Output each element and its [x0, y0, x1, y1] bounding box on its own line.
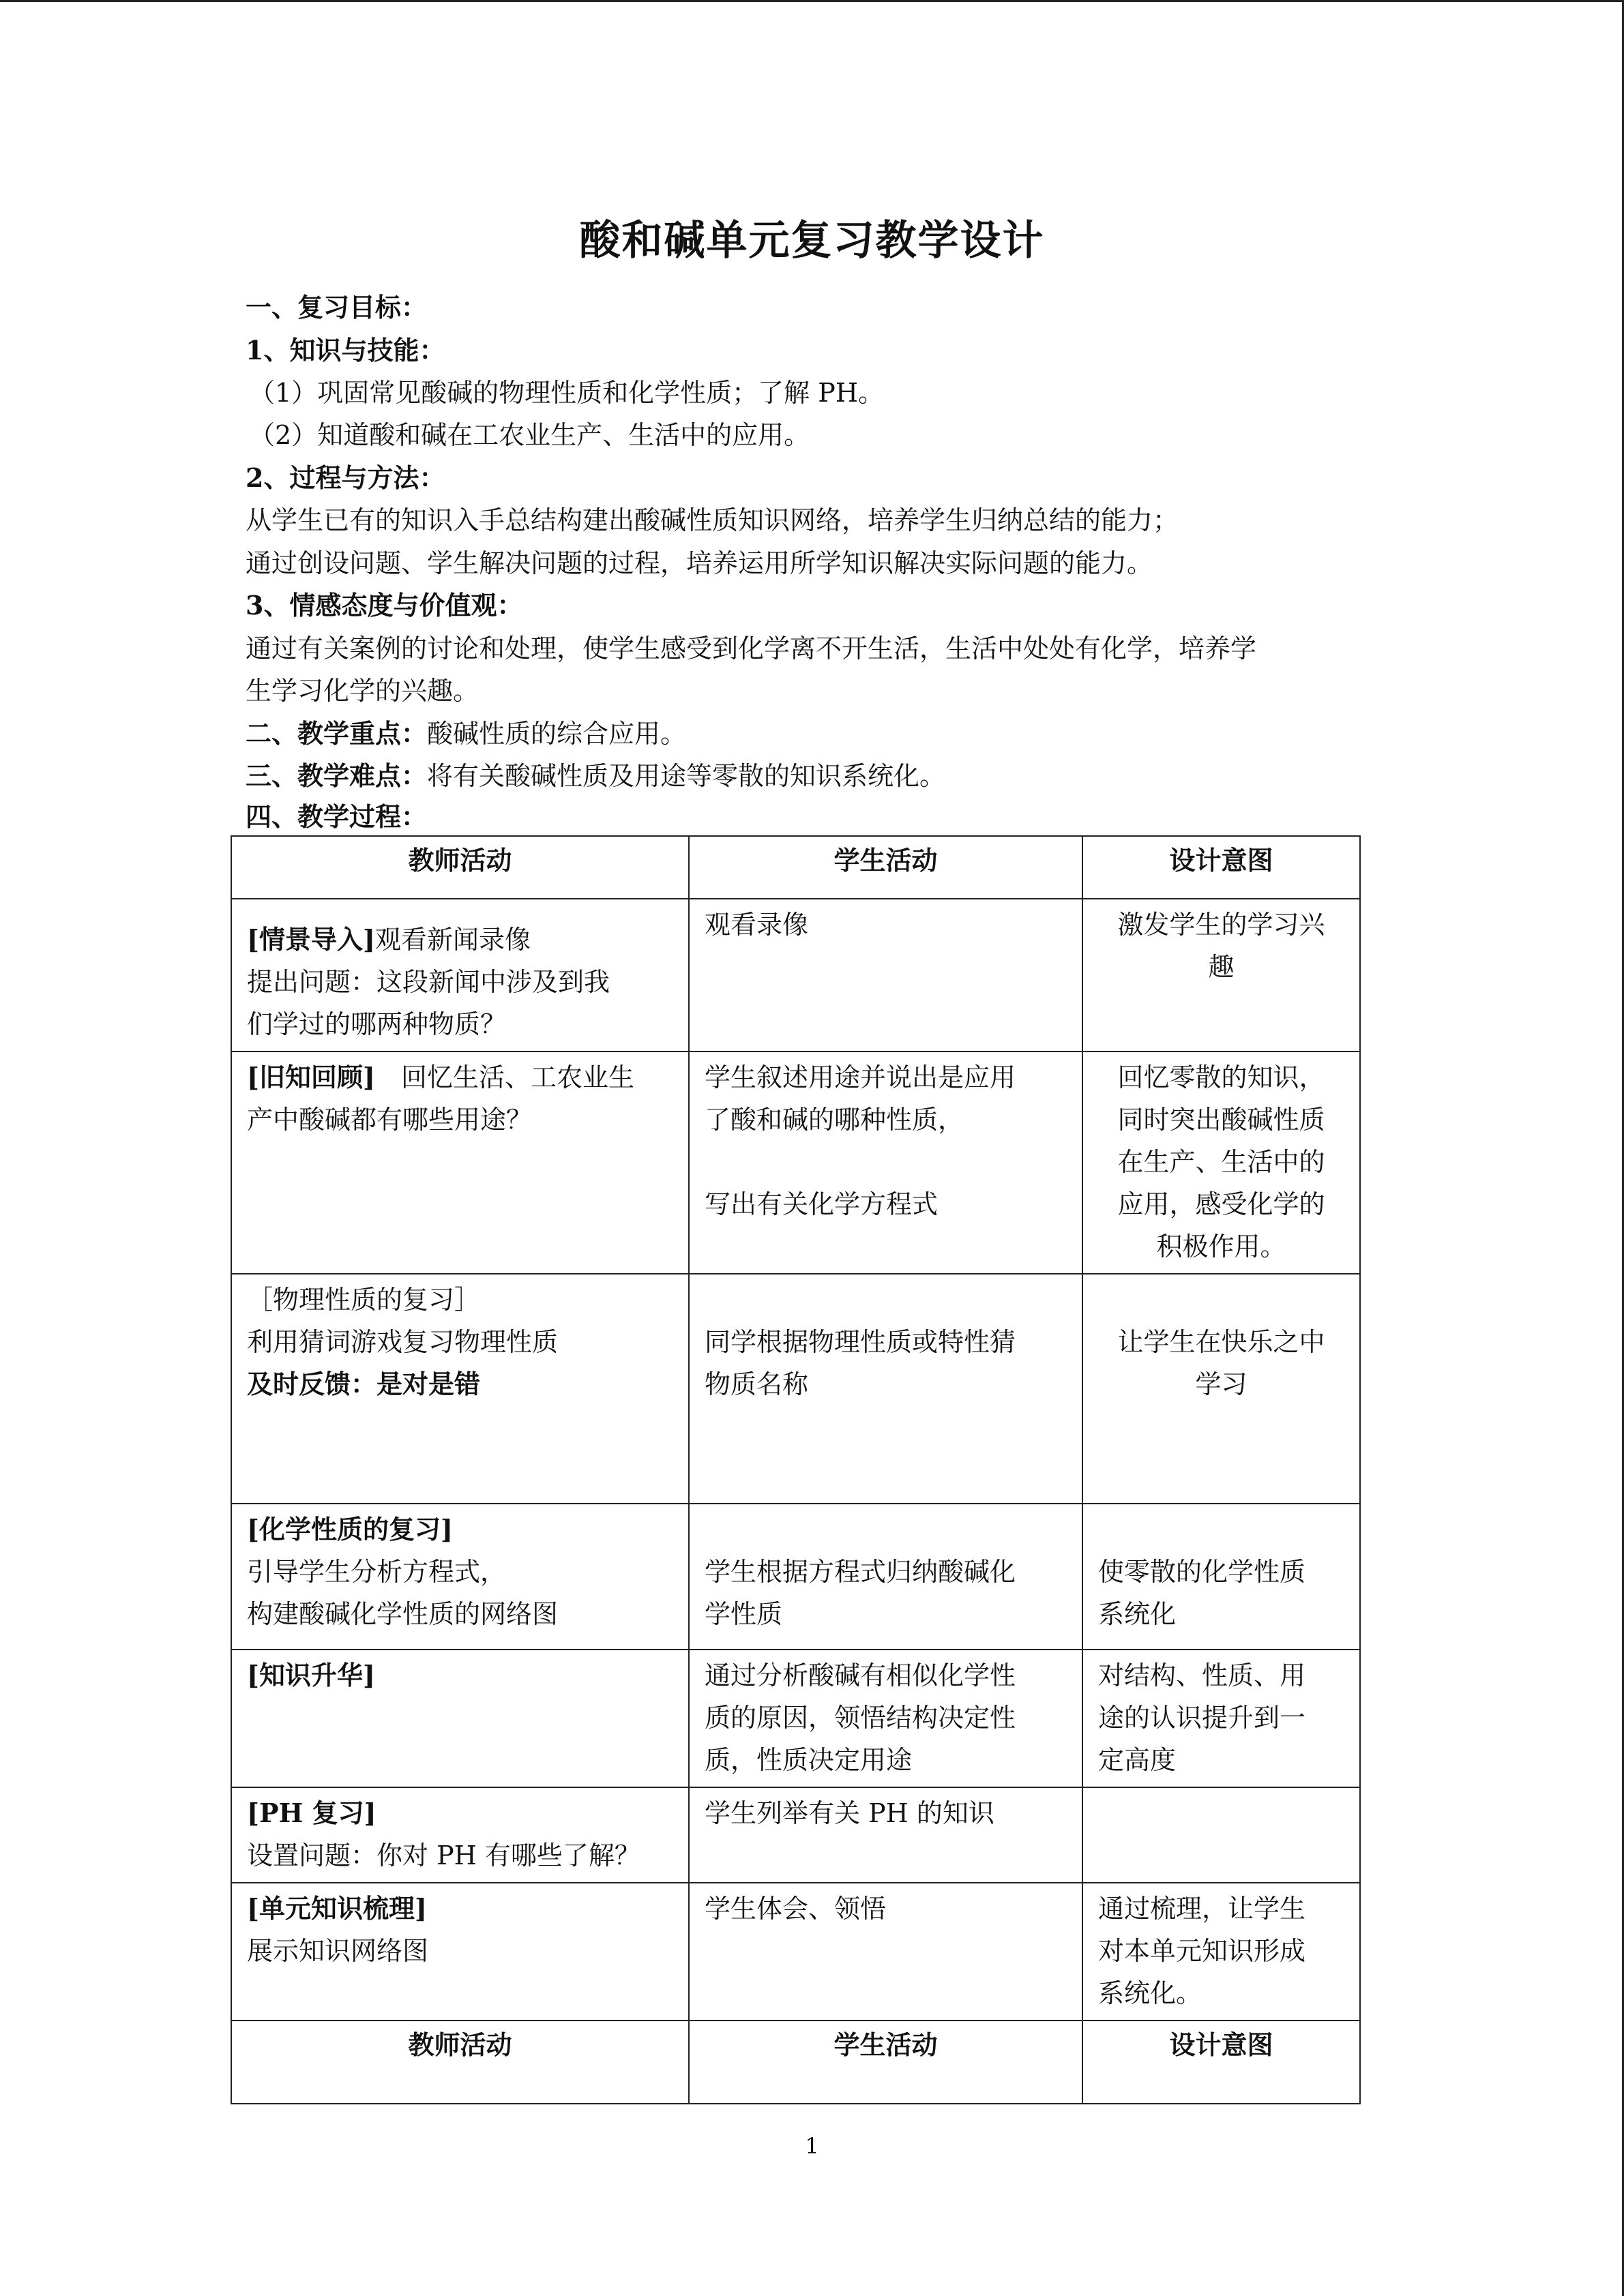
cell-line: 学生叙述用途并说出是应用 — [705, 1062, 1016, 1092]
cell-line: 提出问题：这段新闻中涉及到我 — [247, 967, 610, 997]
attitude-line-2: 生学习化学的兴趣。 — [246, 676, 479, 706]
cell-line: 了酸和碱的哪种性质， — [705, 1105, 964, 1135]
teacher-cell — [231, 1504, 689, 1650]
cell-line: 利用猜词游戏复习物理性质 — [247, 1327, 559, 1357]
teacher-cell — [231, 1274, 689, 1504]
attitude-heading: 3、情感态度与价值观： — [246, 590, 523, 621]
cell-line: 定高度 — [1098, 1745, 1177, 1775]
process-method-line-1: 从学生已有的知识入手总结构建出酸碱性质知识网络，培养学生归纳总结的能力； — [246, 505, 1179, 535]
cell-line: 趣 — [1208, 952, 1235, 982]
teacher-cell — [231, 1052, 689, 1274]
cell-line: 在生产、生活中的 — [1117, 1147, 1325, 1177]
stage-tag: [旧知回顾] — [247, 1062, 375, 1092]
cell-line: 激发学生的学习兴 — [1117, 910, 1325, 940]
difficulty-line — [246, 755, 945, 792]
student-cell — [689, 1052, 1082, 1274]
table-footer-header-row — [231, 2021, 1360, 2104]
header-teacher: 教师活动 — [231, 836, 689, 899]
cell-line: 引导学生分析方程式， — [247, 1557, 507, 1587]
stage-tag: [化学性质的复习] — [247, 1514, 453, 1545]
difficulty-heading: 三、教学难点： — [246, 760, 428, 791]
objectives-heading: 一、复习目标： — [246, 292, 428, 323]
cell-line: 学习 — [1195, 1369, 1247, 1399]
cell-line: 让学生在快乐之中 — [1117, 1327, 1325, 1357]
stage-tag: [情景导入] — [247, 924, 375, 955]
cell-line: 同学根据物理性质或特性猜 — [705, 1327, 1016, 1357]
cell-line: 学生列举有关 PH 的知识 — [705, 1798, 994, 1828]
objective-item-1: （1）巩固常见酸碱的物理性质和化学性质；了解 PH。 — [249, 378, 884, 408]
stage-tag: [知识升华] — [247, 1660, 375, 1690]
student-cell — [689, 1650, 1082, 1787]
page-top-edge — [0, 0, 1624, 2]
cell-line: 积极作用。 — [1156, 1232, 1286, 1262]
cell-line: 通过分析酸碱有相似化学性 — [705, 1660, 1016, 1690]
cell-line: 回忆生活、工农业生 — [374, 1062, 634, 1092]
cell-line: 系统化。 — [1098, 1978, 1202, 2008]
cell-line: 学性质 — [705, 1599, 783, 1629]
process-method-heading: 2、过程与方法： — [246, 462, 445, 493]
table-header-row — [231, 836, 1360, 899]
cell-line: 观看新闻录像 — [374, 925, 531, 955]
cell-line: 应用，感受化学的 — [1117, 1189, 1325, 1219]
student-cell — [689, 1274, 1082, 1504]
cell-line: 同时突出酸碱性质 — [1117, 1105, 1325, 1135]
process-method-line-2: 通过创设问题、学生解决问题的过程，培养运用所学知识解决实际问题的能力。 — [246, 548, 1153, 578]
header-intent: 设计意图 — [1082, 836, 1360, 899]
table-row — [231, 1650, 1360, 1787]
footer-header-intent: 设计意图 — [1082, 2021, 1360, 2104]
teacher-cell — [231, 1650, 689, 1787]
page-number: 1 — [805, 2133, 819, 2159]
stage-tag: ［物理性质的复习］ — [247, 1285, 481, 1315]
intent-cell — [1082, 1504, 1360, 1650]
cell-line: 质的原因，领悟结构决定性 — [705, 1703, 1016, 1733]
cell-line: 通过梳理，让学生 — [1098, 1894, 1306, 1924]
teaching-process-heading: 四、教学过程： — [246, 801, 428, 832]
intent-cell — [1082, 1883, 1360, 2021]
cell-line: 展示知识网络图 — [247, 1936, 429, 1966]
key-point-heading: 二、教学重点： — [246, 718, 428, 749]
intent-cell — [1082, 1052, 1360, 1274]
header-student: 学生活动 — [689, 836, 1082, 899]
footer-header-student: 学生活动 — [689, 2021, 1082, 2104]
table-row — [231, 1787, 1360, 1883]
cell-line: 产中酸碱都有哪些用途？ — [247, 1105, 533, 1135]
cell-line: 们学过的哪两种物质？ — [247, 1009, 507, 1039]
intent-cell — [1082, 1650, 1360, 1787]
footer-header-teacher: 教师活动 — [231, 2021, 689, 2104]
key-point-line — [246, 713, 686, 750]
cell-line: 回忆零散的知识， — [1117, 1062, 1325, 1092]
student-cell — [689, 1883, 1082, 2021]
document-title: 酸和碱单元复习教学设计 — [579, 217, 1045, 265]
intent-cell — [1082, 1787, 1360, 1883]
cell-line: 系统化 — [1098, 1599, 1177, 1629]
table-row — [231, 899, 1360, 1052]
student-cell — [689, 1504, 1082, 1650]
cell-line: 学生根据方程式归纳酸碱化 — [705, 1557, 1016, 1587]
cell-line: 对本单元知识形成 — [1098, 1936, 1306, 1966]
teaching-process-table — [231, 835, 1361, 2104]
stage-tag: [PH 复习] — [247, 1798, 377, 1828]
cell-line: 构建酸碱化学性质的网络图 — [247, 1599, 559, 1629]
objective-item-2: （2）知道酸和碱在工农业生产、生活中的应用。 — [249, 420, 810, 450]
stage-tag: [单元知识梳理] — [247, 1893, 427, 1924]
cell-line: 写出有关化学方程式 — [705, 1189, 939, 1219]
key-point-text: 酸碱性质的综合应用。 — [427, 719, 687, 749]
teacher-cell — [231, 1787, 689, 1883]
intent-cell — [1082, 1274, 1360, 1504]
cell-line: 观看录像 — [705, 910, 809, 940]
intent-cell — [1082, 899, 1360, 1052]
table-row — [231, 1883, 1360, 2021]
teacher-cell — [231, 1883, 689, 2021]
student-cell — [689, 899, 1082, 1052]
knowledge-skills-heading: 1、知识与技能： — [246, 335, 445, 366]
difficulty-text: 将有关酸碱性质及用途等零散的知识系统化。 — [427, 761, 946, 791]
table-row — [231, 1052, 1360, 1274]
teacher-cell — [231, 899, 689, 1052]
attitude-line-1: 通过有关案例的讨论和处理，使学生感受到化学离不开生活，生活中处处有化学，培养学 — [246, 633, 1257, 664]
student-cell — [689, 1787, 1082, 1883]
cell-line: 途的认识提升到一 — [1098, 1703, 1306, 1733]
table-row — [231, 1274, 1360, 1504]
table-row — [231, 1504, 1360, 1650]
cell-line: 及时反馈：是对是错 — [247, 1369, 481, 1399]
cell-line: 质，性质决定用途 — [705, 1745, 913, 1775]
cell-line: 使零散的化学性质 — [1098, 1557, 1306, 1587]
cell-line: 物质名称 — [705, 1369, 809, 1399]
cell-line: 设置问题：你对 PH 有哪些了解？ — [247, 1840, 640, 1870]
cell-line: 学生体会、领悟 — [705, 1894, 887, 1924]
cell-line: 对结构、性质、用 — [1098, 1660, 1306, 1690]
